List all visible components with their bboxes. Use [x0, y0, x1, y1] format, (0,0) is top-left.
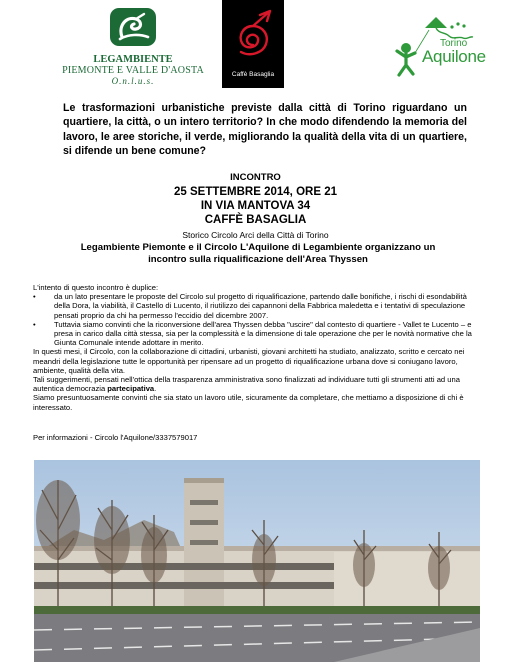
bullet-dot: • [33, 319, 36, 329]
aquilone-torino: Torino [440, 38, 468, 49]
aquilone-logo [393, 14, 493, 84]
paragraph-conclusion: Siamo presuntuosamente convinti che sia stato un lavoro utile, sicuramente da completare, che mettiamo a disposizione di chi è interessato. [33, 393, 464, 412]
paragraph-suggestions-text: Tali suggerimenti, pensati nell'ottica della trasparenza amministrativa sono finalizzati ad individuare tutti gli strumenti atti ad una autentica democrazia [33, 375, 460, 394]
bullet-text: Tuttavia siamo convinti che la riconversione dell'area Thyssen debba "uscire" dal contesto di quartiere - Vallet te Lucento – e presa in carico dalla città stessa, sia per la complessità e la dimensione di tale operazione che per le novità normative che la Giunta Comunale intende adottare in merito. [54, 319, 472, 348]
contact-info: Per informazioni - Circolo l'Aquilone/3337579017 [33, 433, 198, 442]
paragraph-suggestions [33, 375, 479, 393]
legambiente-name: LEGAMBIENTE [93, 54, 173, 65]
intro-question: Le trasformazioni urbanistiche previste dalla città di Torino riguardano un quartiere, la città, o un intero territorio? In che modo difendendo la memoria del lavoro, le aree storiche, il verde, migliorando la qualità della vita di un quartiere, si difende un bene comune? [63, 102, 467, 158]
thyssen-building-photo [34, 460, 480, 662]
caffe-basaglia-label: Caffè Basaglia [231, 71, 275, 78]
event-address: IN VIA MANTOVA 34 [200, 200, 311, 212]
paragraph-studies: In questi mesi, il Circolo, con la collaborazione di cittadini, urbanisti, giovani architetti ha studiato, analizzato, scritto e cercato nei meandri della legislazione tutte le opportunità per ripensare ad un progetto di riqualificazione urbana dove si coniugano lavoro, ambiente, qualità della vita. [33, 347, 465, 375]
intent-line: L'intento di questo incontro è duplice: [33, 283, 159, 292]
spiral-arrow-icon [230, 7, 276, 67]
bullet-item [33, 320, 479, 348]
bullet-dot: • [33, 292, 36, 302]
event-venue: CAFFÈ BASAGLIA [204, 214, 307, 226]
bullet-text: da un lato presentare le proposte del Circolo sul progetto di riqualificazione, partendo dalle bonifiche, i rischi di esondabilità della Dora, la viabilità, il Castello di Lucento, il riutilizzo dei capannoni della Fabbrica maledetta e i tentativi di speculazione pensati proprio da chi ha permesso l'eccidio del dicembre 2007. [54, 292, 467, 320]
aquilone-name: Aquilone [422, 47, 486, 66]
bullet-item [33, 292, 479, 320]
legambiente-region: PIEMONTE E VALLE D'AOSTA [62, 65, 204, 76]
caffe-basaglia-logo [222, 0, 284, 88]
body-text [33, 283, 479, 412]
legambiente-onlus: O.n.l.u.s. [111, 76, 155, 86]
paragraph-suggestions-end: . [154, 384, 157, 394]
event-organizers: Legambiente Piemonte e il Circolo L'Aquilone di Legambiente organizzano un incontro sulla riqualificazione dell'Area Thyssen [80, 242, 436, 265]
event-subtitle: Storico Circolo Arci della Città di Torino [182, 230, 329, 240]
partecipativa-word: partecipativa [107, 384, 155, 394]
event-heading: INCONTRO [230, 172, 281, 183]
event-date: 25 SETTEMBRE 2014, ORE 21 [174, 186, 337, 198]
legambiente-logo [58, 4, 208, 96]
swan-icon [106, 4, 160, 50]
